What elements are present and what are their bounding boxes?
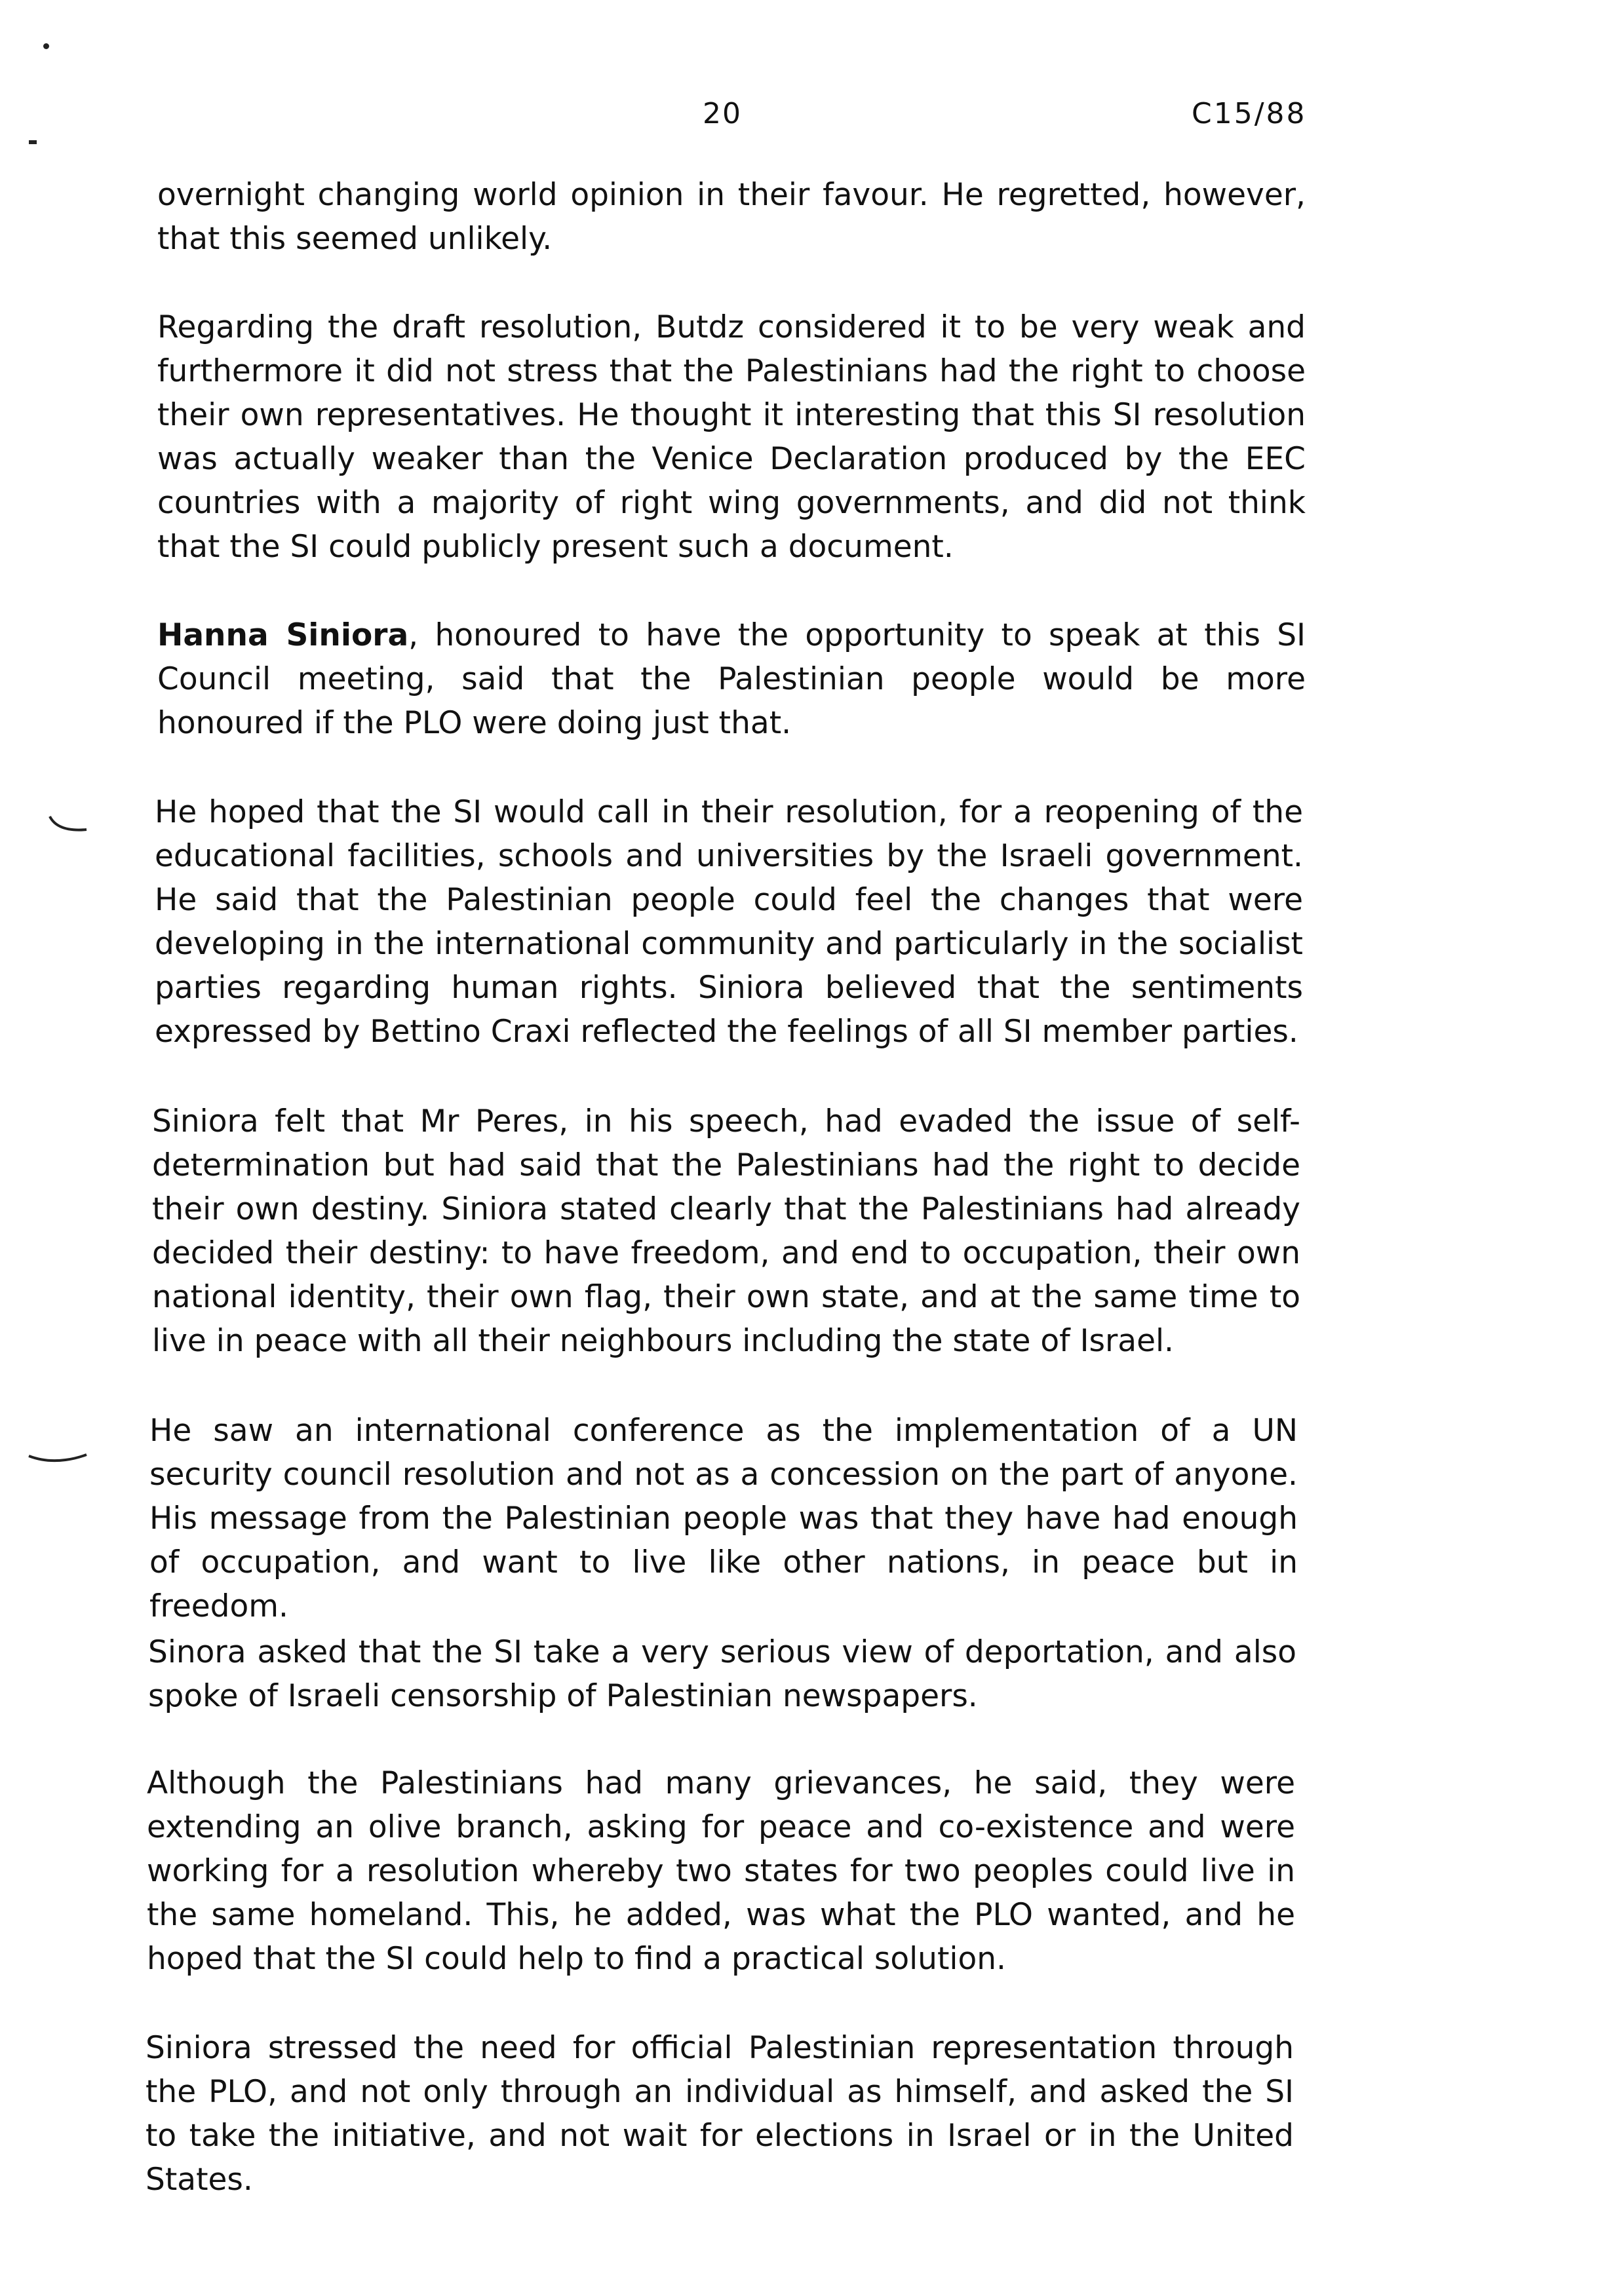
paragraph-text: Siniora felt that Mr Peres, in his speech, had evaded the issue of self-determination but had said that the Palestinians had the right to decide their own destiny. Siniora stated clearly that the Palestinians had already decided their destiny: to have freedom, and end to occupation, their own national identity, their own flag, their own state, and at the same time to live in peace with all their neighbours including the state of Israel. — [152, 1103, 1300, 1359]
document-reference: C15/88 — [1192, 97, 1307, 130]
speaker-name: Hanna Siniora — [157, 617, 409, 653]
paragraph-text: He hoped that the SI would call in their resolution, for a reopening of the educational facilities, schools and universities by the Israeli government. He said that the Palestinian people could feel the changes that were developing in the international community and particularly in the socialist parties regarding human rights. Siniora believed that the sentiments expressed by Bettino Craxi reflected the feelings of all SI member parties. — [155, 794, 1303, 1050]
paragraph-text: overnight changing world opinion in their favour. He regretted, however, that this seemed unlikely. — [157, 177, 1306, 257]
paragraph-text: Sinora asked that the SI take a very serious view of deportation, and also spoke of Israeli censorship of Palestinian newspapers. — [148, 1634, 1296, 1714]
page-number: 20 — [703, 97, 742, 130]
paragraph — [149, 1409, 1298, 1628]
paragraph — [157, 173, 1306, 261]
paragraph-text: , honoured to have the opportunity to speak at this SI Council meeting, said that the Palestinian people would be more honoured if the PLO were doing just that. — [157, 617, 1306, 741]
margin-bracket-mark — [26, 1448, 92, 1468]
paragraph — [157, 305, 1306, 569]
paragraph — [155, 790, 1303, 1054]
paragraph-text: Although the Palestinians had many grievances, he said, they were extending an olive branch, asking for peace and co-existence and were working for a resolution whereby two states for two peoples could live in the same homeland. This, he added, was what the PLO wanted, and he hoped that the SI could help to find a practical solution. — [147, 1765, 1295, 1977]
scan-mark — [29, 140, 37, 144]
margin-bracket-mark — [46, 813, 92, 839]
paragraph — [148, 1630, 1296, 1718]
paragraph-text: Siniora stressed the need for official Palestinian representation through the PLO, and not only through an individual as himself, and asked the SI to take the initiative, and not wait for elections in Israel or in the United States. — [146, 2030, 1294, 2198]
paragraph — [147, 1761, 1295, 1981]
paragraph — [146, 2026, 1294, 2202]
paragraph-text: Regarding the draft resolution, Butdz considered it to be very weak and furthermore it did not stress that the Palestinians had the right to choose their own representatives. He thought it interesting that this SI resolution was actually weaker than the Venice Declaration produced by the EEC countries with a majority of right wing governments, and did not think that the SI could publicly present such a document. — [157, 309, 1306, 565]
paragraph — [152, 1100, 1300, 1363]
paragraph — [157, 613, 1306, 745]
scan-speck — [43, 43, 49, 49]
paragraph-text: He saw an international conference as the implementation of a UN security council resolution and not as a concession on the part of anyone. His message from the Palestinian people was that they have had enough of occupation, and want to live like other nations, in peace but in freedom. — [149, 1413, 1298, 1624]
